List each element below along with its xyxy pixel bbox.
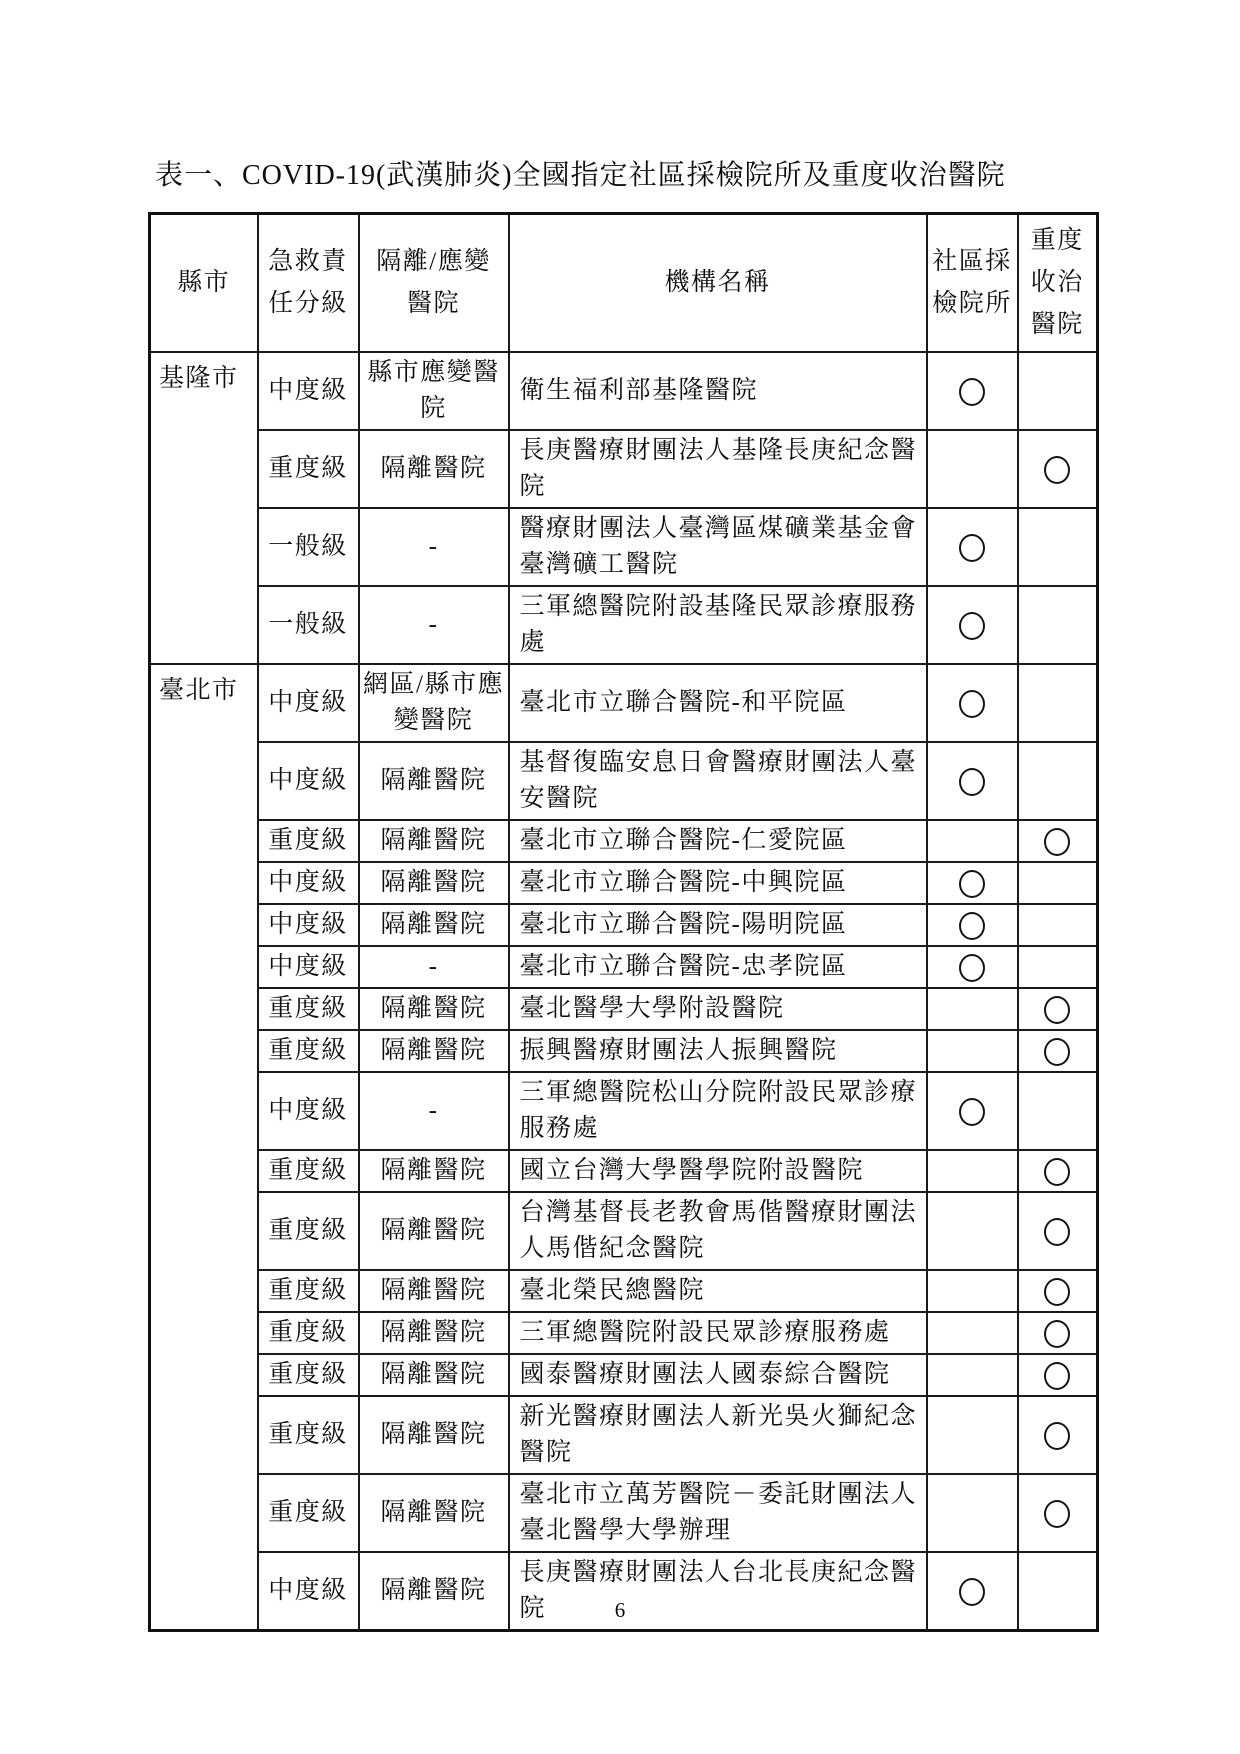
community-testing-cell: [927, 1150, 1018, 1192]
severe-care-cell: [1018, 904, 1098, 946]
severe-care-cell: [1018, 1030, 1098, 1072]
page-number: 6: [614, 1598, 626, 1622]
table-row: [150, 946, 1098, 988]
severe-care-cell: [1018, 946, 1098, 988]
community-testing-cell: [927, 586, 1018, 664]
table-header: [150, 214, 1098, 353]
institution-name-cell: 三軍總醫院附設基隆民眾診療服務處: [509, 586, 927, 664]
community-testing-cell: [927, 1312, 1018, 1354]
hospital-type-cell: 隔離醫院: [359, 1150, 509, 1192]
header-emergency-level: 急救責任分級: [258, 214, 359, 353]
severe-care-circle-mark: [1044, 1320, 1070, 1348]
institution-name-cell: 國泰醫療財團法人國泰綜合醫院: [509, 1354, 927, 1396]
hospital-type-cell: -: [359, 508, 509, 586]
institution-name-cell: 臺北榮民總醫院: [509, 1270, 927, 1312]
institution-name-cell: 三軍總醫院松山分院附設民眾診療服務處: [509, 1072, 927, 1150]
header-institution-name: 機構名稱: [509, 214, 927, 353]
table-row: [150, 508, 1098, 586]
community-testing-cell: [927, 904, 1018, 946]
hospital-type-cell: -: [359, 946, 509, 988]
community-testing-circle-mark: [959, 378, 985, 406]
hospital-type-cell: 隔離醫院: [359, 1030, 509, 1072]
community-testing-cell: [927, 862, 1018, 904]
severe-care-cell: [1018, 352, 1098, 430]
institution-name-cell: 臺北市立聯合醫院-忠孝院區: [509, 946, 927, 988]
institution-name-cell: 長庚醫療財團法人基隆長庚紀念醫院: [509, 430, 927, 508]
severe-care-cell: [1018, 1312, 1098, 1354]
hospital-type-cell: 隔離醫院: [359, 988, 509, 1030]
table-row: [150, 1030, 1098, 1072]
emergency-level-cell: 中度級: [258, 904, 359, 946]
institution-name-cell: 臺北市立萬芳醫院－委託財團法人臺北醫學大學辦理: [509, 1474, 927, 1552]
emergency-level-cell: 中度級: [258, 862, 359, 904]
community-testing-circle-mark: [959, 912, 985, 940]
emergency-level-cell: 一般級: [258, 508, 359, 586]
institution-name-cell: 三軍總醫院附設民眾診療服務處: [509, 1312, 927, 1354]
community-testing-circle-mark: [959, 690, 985, 718]
emergency-level-cell: 重度級: [258, 1354, 359, 1396]
header-community-testing: 社區採檢院所: [927, 214, 1018, 353]
emergency-level-cell: 中度級: [258, 742, 359, 820]
emergency-level-cell: 中度級: [258, 664, 359, 742]
severe-care-cell: [1018, 988, 1098, 1030]
emergency-level-cell: 重度級: [258, 988, 359, 1030]
hospital-type-cell: 隔離醫院: [359, 1312, 509, 1354]
institution-name-cell: 臺北醫學大學附設醫院: [509, 988, 927, 1030]
institution-name-cell: 臺北市立聯合醫院-陽明院區: [509, 904, 927, 946]
community-testing-cell: [927, 1396, 1018, 1474]
severe-care-cell: [1018, 742, 1098, 820]
hospital-type-cell: 隔離醫院: [359, 904, 509, 946]
community-testing-circle-mark: [959, 612, 985, 640]
table-row: [150, 1072, 1098, 1150]
community-testing-cell: [927, 1354, 1018, 1396]
hospital-type-cell: 隔離醫院: [359, 1396, 509, 1474]
table-row: [150, 586, 1098, 664]
hospital-type-cell: 網區/縣市應變醫院: [359, 664, 509, 742]
severe-care-cell: [1018, 820, 1098, 862]
severe-care-circle-mark: [1044, 1422, 1070, 1450]
table-title: 表一、COVID-19(武漢肺炎)全國指定社區採檢院所及重度收治醫院: [155, 160, 1006, 191]
emergency-level-cell: 中度級: [258, 946, 359, 988]
emergency-level-cell: 重度級: [258, 1030, 359, 1072]
institution-name-cell: 新光醫療財團法人新光吳火獅紀念醫院: [509, 1396, 927, 1474]
table-row: [150, 430, 1098, 508]
hospital-type-cell: 隔離醫院: [359, 1552, 509, 1631]
institution-name-cell: 長庚醫療財團法人台北長庚紀念醫院: [509, 1552, 927, 1631]
emergency-level-cell: 中度級: [258, 1072, 359, 1150]
severe-care-cell: [1018, 1270, 1098, 1312]
hospital-type-cell: 隔離醫院: [359, 1192, 509, 1270]
institution-name-cell: 台灣基督長老教會馬偕醫療財團法人馬偕紀念醫院: [509, 1192, 927, 1270]
hospital-type-cell: -: [359, 586, 509, 664]
hospital-type-cell: 隔離醫院: [359, 1354, 509, 1396]
institution-name-cell: 臺北市立聯合醫院-和平院區: [509, 664, 927, 742]
table-row: [150, 1474, 1098, 1552]
community-testing-circle-mark: [959, 870, 985, 898]
severe-care-circle-mark: [1044, 456, 1070, 484]
community-testing-cell: [927, 508, 1018, 586]
table-row: [150, 1192, 1098, 1270]
emergency-level-cell: 重度級: [258, 1150, 359, 1192]
emergency-level-cell: 重度級: [258, 1312, 359, 1354]
table-row: [150, 1396, 1098, 1474]
emergency-level-cell: 重度級: [258, 1474, 359, 1552]
severe-care-cell: [1018, 664, 1098, 742]
table-body: [150, 352, 1098, 1631]
severe-care-circle-mark: [1044, 1218, 1070, 1246]
hospital-type-cell: 縣市應變醫院: [359, 352, 509, 430]
severe-care-cell: [1018, 1072, 1098, 1150]
emergency-level-cell: 一般級: [258, 586, 359, 664]
table-row: [150, 1270, 1098, 1312]
community-testing-cell: [927, 742, 1018, 820]
institution-name-cell: 臺北市立聯合醫院-中興院區: [509, 862, 927, 904]
emergency-level-cell: 重度級: [258, 1396, 359, 1474]
severe-care-cell: [1018, 1396, 1098, 1474]
institution-name-cell: 振興醫療財團法人振興醫院: [509, 1030, 927, 1072]
header-hospital-type: 隔離/應變醫院: [359, 214, 509, 353]
emergency-level-cell: 重度級: [258, 820, 359, 862]
hospital-table: [148, 212, 1099, 1632]
community-testing-cell: [927, 988, 1018, 1030]
community-testing-circle-mark: [959, 768, 985, 796]
header-severe-care: 重度收治醫院: [1018, 214, 1098, 353]
institution-name-cell: 衛生福利部基隆醫院: [509, 352, 927, 430]
table-row: [150, 862, 1098, 904]
community-testing-cell: [927, 820, 1018, 862]
community-testing-cell: [927, 1474, 1018, 1552]
severe-care-circle-mark: [1044, 996, 1070, 1024]
table-row: [150, 352, 1098, 430]
community-testing-circle-mark: [959, 1098, 985, 1126]
community-testing-cell: [927, 1192, 1018, 1270]
table-row: [150, 1150, 1098, 1192]
community-testing-cell: [927, 946, 1018, 988]
emergency-level-cell: 重度級: [258, 430, 359, 508]
institution-name-cell: 臺北市立聯合醫院-仁愛院區: [509, 820, 927, 862]
community-testing-cell: [927, 1270, 1018, 1312]
severe-care-cell: [1018, 1354, 1098, 1396]
community-testing-circle-mark: [959, 954, 985, 982]
table-row: [150, 904, 1098, 946]
header-county: 縣市: [150, 214, 258, 353]
severe-care-cell: [1018, 430, 1098, 508]
community-testing-cell: [927, 1072, 1018, 1150]
hospital-type-cell: 隔離醫院: [359, 820, 509, 862]
community-testing-cell: [927, 352, 1018, 430]
severe-care-cell: [1018, 1150, 1098, 1192]
severe-care-circle-mark: [1044, 1362, 1070, 1390]
severe-care-cell: [1018, 508, 1098, 586]
hospital-type-cell: 隔離醫院: [359, 1474, 509, 1552]
table-row: [150, 742, 1098, 820]
hospital-type-cell: 隔離醫院: [359, 742, 509, 820]
hospital-type-cell: 隔離醫院: [359, 1270, 509, 1312]
county-cell: 臺北市: [150, 664, 258, 1631]
severe-care-cell: [1018, 1474, 1098, 1552]
institution-name-cell: 醫療財團法人臺灣區煤礦業基金會臺灣礦工醫院: [509, 508, 927, 586]
emergency-level-cell: 重度級: [258, 1270, 359, 1312]
severe-care-circle-mark: [1044, 1500, 1070, 1528]
table-row: [150, 664, 1098, 742]
county-cell: 基隆市: [150, 352, 258, 664]
institution-name-cell: 國立台灣大學醫學院附設醫院: [509, 1150, 927, 1192]
table-row: [150, 820, 1098, 862]
hospital-type-cell: 隔離醫院: [359, 430, 509, 508]
severe-care-cell: [1018, 586, 1098, 664]
header-row: [150, 214, 1098, 353]
institution-name-cell: 基督復臨安息日會醫療財團法人臺安醫院: [509, 742, 927, 820]
community-testing-circle-mark: [959, 534, 985, 562]
severe-care-circle-mark: [1044, 828, 1070, 856]
community-testing-cell: [927, 1030, 1018, 1072]
community-testing-cell: [927, 664, 1018, 742]
severe-care-circle-mark: [1044, 1038, 1070, 1066]
severe-care-circle-mark: [1044, 1158, 1070, 1186]
severe-care-circle-mark: [1044, 1278, 1070, 1306]
emergency-level-cell: 中度級: [258, 352, 359, 430]
emergency-level-cell: 中度級: [258, 1552, 359, 1631]
hospital-type-cell: 隔離醫院: [359, 862, 509, 904]
severe-care-cell: [1018, 862, 1098, 904]
emergency-level-cell: 重度級: [258, 1192, 359, 1270]
severe-care-cell: [1018, 1192, 1098, 1270]
table-row: [150, 1312, 1098, 1354]
table-row: [150, 1354, 1098, 1396]
hospital-type-cell: -: [359, 1072, 509, 1150]
table-row: [150, 988, 1098, 1030]
community-testing-cell: [927, 430, 1018, 508]
